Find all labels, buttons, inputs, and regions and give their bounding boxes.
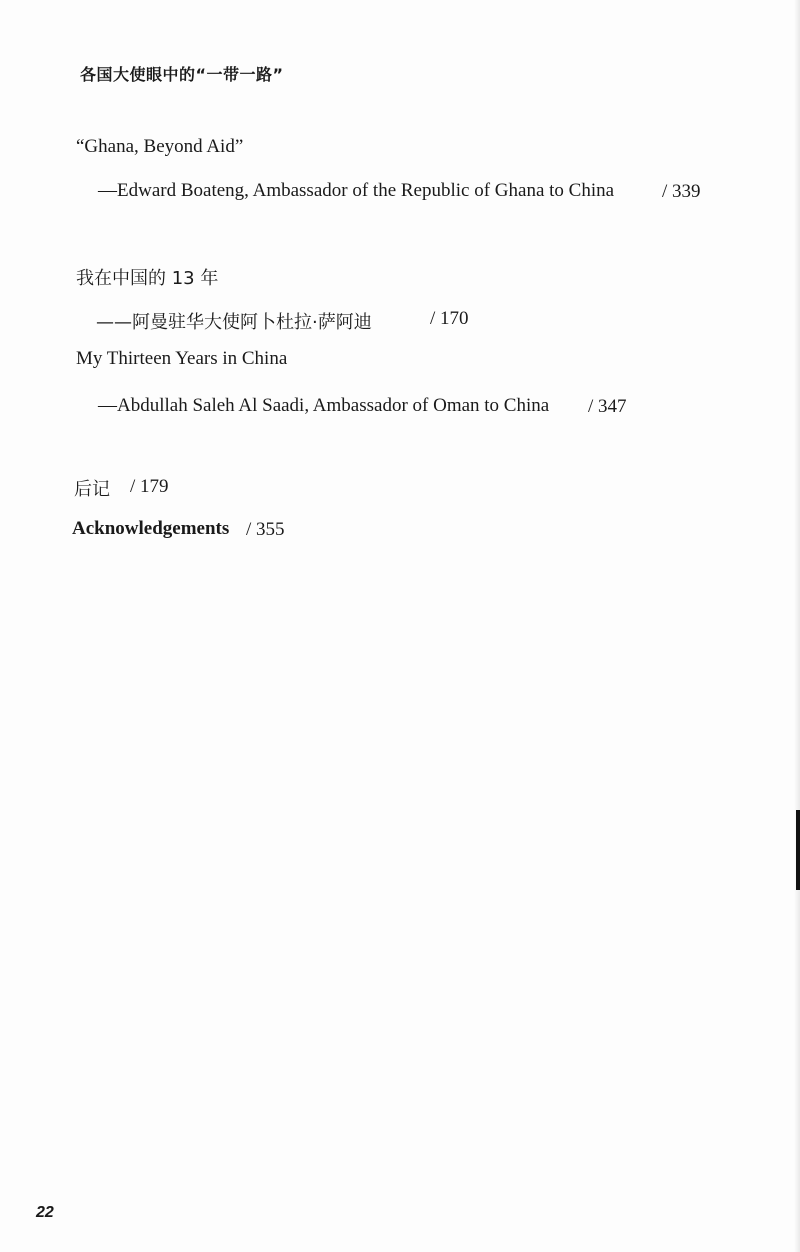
toc-entry-author: —Abdullah Saleh Al Saadi, Ambassador of Oman to China [98, 395, 550, 416]
toc-entry-title: 我在中国的 13 年 [76, 268, 219, 289]
toc-entry-page: / 179 [130, 476, 169, 497]
toc-entry-title: “Ghana, Beyond Aid” [76, 136, 244, 157]
page-edge-mark [796, 810, 800, 890]
toc-entry-page: / 170 [430, 308, 469, 329]
toc-entry-page: / 347 [588, 396, 627, 417]
running-header: 各国大使眼中的“一带一路” [80, 65, 284, 84]
toc-entry-title: 后记 [74, 479, 110, 500]
page-edge-shadow [794, 0, 800, 1252]
toc-entry-title: Acknowledgements [72, 518, 230, 539]
toc-entry-title: My Thirteen Years in China [76, 348, 288, 369]
toc-entry-author: —Edward Boateng, Ambassador of the Republic of Ghana to China [98, 180, 615, 201]
toc-entry-page: / 355 [246, 519, 285, 540]
page-number: 22 [36, 1204, 54, 1221]
toc-entry-page: / 339 [662, 181, 701, 202]
toc-entry-author: ——阿曼驻华大使阿卜杜拉·萨阿迪 [96, 312, 372, 333]
